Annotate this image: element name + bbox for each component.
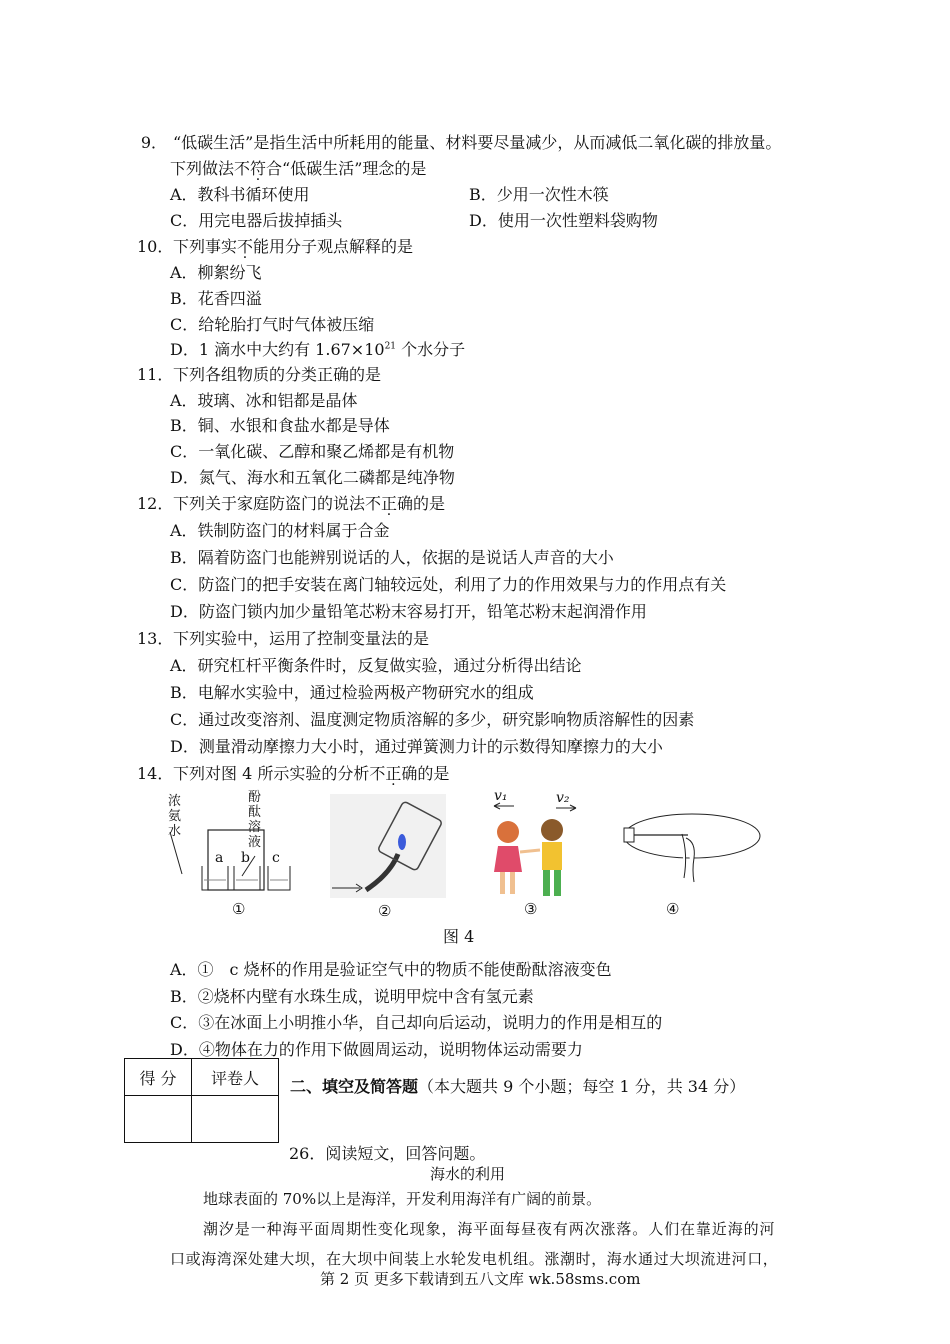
boy-body xyxy=(542,842,562,870)
v1-label: v₁ xyxy=(494,788,508,804)
beaker-b xyxy=(234,866,260,890)
grader-cell[interactable] xyxy=(192,1096,279,1143)
q13-option-a: A．研究杠杆平衡条件时，反复做实验，通过分析得出结论 xyxy=(170,656,582,675)
q26-stem: 26．阅读短文，回答问题。 xyxy=(289,1144,486,1163)
q12-option-b: B．隔着防盗门也能辨别说话的人，依据的是说话人声音的大小 xyxy=(170,548,614,567)
page-footer: 第 2 页 更多下载请到五八文库 wk.58sms.com xyxy=(320,1270,641,1288)
q12-text-post: 的是 xyxy=(413,494,446,513)
q9-text-post: “低碳生活”理念的是 xyxy=(282,159,427,178)
section-2-note: （本大题共 9 个小题；每空 1 分，共 34 分） xyxy=(418,1077,746,1096)
label-phenol-char: 酞 xyxy=(248,805,262,820)
label-phenol-char: 溶 xyxy=(248,820,262,835)
v2-arrow xyxy=(556,805,576,811)
v1-arrow xyxy=(494,803,514,809)
figure-caption: 图 4 xyxy=(443,927,475,946)
q10-emphasis: 不 xyxy=(237,237,254,256)
section-2-heading xyxy=(290,1074,745,1097)
q9-option-b: B．少用一次性木筷 xyxy=(469,185,609,204)
q11-option-d: D．氮气、海水和五氧化二磷都是纯净物 xyxy=(170,468,455,487)
q10-option-b: B．花香四溢 xyxy=(170,289,262,308)
skaters-drawing xyxy=(480,802,590,902)
article-paragraph-2-line1: 潮汐是一种海平面周期性变化现象，海平面每昼夜有两次涨落。人们在靠近海的河 xyxy=(203,1220,776,1238)
circular-motion-drawing xyxy=(622,808,762,888)
q14-emphasis: 不正确 xyxy=(369,764,418,783)
v2-label: v₂ xyxy=(556,790,570,806)
q10-option-d-exponent: 21 xyxy=(384,341,397,352)
pointer-line-ammonia xyxy=(170,832,182,874)
q10-stem xyxy=(137,234,413,257)
grader-header: 评卷人 xyxy=(192,1059,279,1096)
q10-option-d-pre: D．1 滴水中大约有 1.67×10 xyxy=(170,340,385,359)
q10-option-d-post: 个水分子 xyxy=(396,340,466,359)
q9-option-c: C．用完电器后拔掉插头 xyxy=(170,211,343,230)
q10-number: 10． xyxy=(137,237,174,256)
girl-body xyxy=(494,846,522,872)
q12-option-d: D．防盗门锁内加少量铅笔芯粉末容易打开，铅笔芯粉末起润滑作用 xyxy=(170,602,647,621)
girl-leg xyxy=(500,872,505,894)
q12-number: 12． xyxy=(137,494,174,513)
q14-option-b: B．②烧杯内壁有水珠生成，说明甲烷中含有氢元素 xyxy=(170,987,534,1006)
q11-option-c: C．一氧化碳、乙醇和聚乙烯都是有机物 xyxy=(170,442,455,461)
q14-option-d: D．④物体在力的作用下做圆周运动，说明物体运动需要力 xyxy=(170,1040,583,1059)
q14-text-post: 的是 xyxy=(417,764,450,783)
beaker-b-label: b xyxy=(241,850,250,866)
q11-option-b: B．铜、水银和食盐水都是导体 xyxy=(170,416,390,435)
q9-stem xyxy=(137,130,781,153)
label-ammonia-char: 浓 xyxy=(168,794,182,809)
label-ammonia-char: 水 xyxy=(168,824,182,839)
q9-text-line1: “低碳生活”是指生活中所耗用的能量、材料要尽量减少，从而减低二氧化碳的排放量。 xyxy=(173,133,782,152)
q9-number: 9． xyxy=(140,133,167,152)
beaker-c xyxy=(268,866,290,890)
figure-part-3-number: ③ xyxy=(524,900,538,918)
q9-option-d: D．使用一次性塑料袋购物 xyxy=(469,211,658,230)
q12-stem xyxy=(137,491,445,514)
girl-head xyxy=(497,821,519,843)
q14-stem xyxy=(137,761,449,784)
beaker-setup-drawing xyxy=(160,788,300,898)
q10-text-pre: 下列事实 xyxy=(173,237,238,256)
girl-leg xyxy=(510,872,515,894)
q10-option-a: A．柳絮纷飞 xyxy=(170,263,262,282)
q14-text-pre: 下列对图 4 所示实验的分析 xyxy=(173,764,370,783)
boy-leg xyxy=(554,870,561,896)
article-paragraph-1: 地球表面的 70%以上是海洋，开发利用海洋有广阔的前景。 xyxy=(203,1190,602,1208)
boy-head xyxy=(541,819,563,841)
flame xyxy=(398,834,406,850)
q9-text-pre: 下列做法 xyxy=(170,159,235,178)
beaker-c-label: c xyxy=(272,850,280,866)
article-paragraph-2-line2: 口或海湾深处建大坝，在大坝中间装上水轮发电机组。涨潮时，海水通过大坝流进河口， xyxy=(170,1250,779,1268)
figure-part-2-number: ② xyxy=(378,902,392,920)
score-table xyxy=(124,1058,279,1143)
figure-4 xyxy=(160,788,720,918)
q13-text: 下列实验中，运用了控制变量法的是 xyxy=(173,629,430,648)
label-phenol-char: 液 xyxy=(248,835,262,850)
rotating-object xyxy=(624,828,634,842)
q10-option-c: C．给轮胎打气时气体被压缩 xyxy=(170,315,375,334)
q13-option-b: B．电解水实验中，通过检验两极产物研究水的组成 xyxy=(170,683,534,702)
q12-option-a: A．铁制防盗门的材料属于合金 xyxy=(170,521,390,540)
q9-emphasis: 不符合 xyxy=(234,159,283,178)
article-title: 海水的利用 xyxy=(430,1165,506,1183)
q9-stem-line2 xyxy=(170,156,426,179)
methane-burning-drawing xyxy=(330,794,450,899)
q10-option-d xyxy=(170,337,465,360)
q13-option-d: D．测量滑动摩擦力大小时，通过弹簧测力计的示数得知摩擦力的大小 xyxy=(170,737,663,756)
section-2-title: 二、填空及简答题 xyxy=(290,1077,419,1096)
q11-stem xyxy=(137,362,381,385)
q12-emphasis: 不正确 xyxy=(365,494,414,513)
label-phenol-char: 酚 xyxy=(248,790,262,805)
q11-number: 11． xyxy=(137,365,174,384)
q12-option-c: C．防盗门的把手安装在离门轴较远处，利用了力的作用效果与力的作用点有关 xyxy=(170,575,727,594)
q11-text: 下列各组物质的分类正确的是 xyxy=(173,365,382,384)
boy-leg xyxy=(543,870,550,896)
score-cell[interactable] xyxy=(125,1096,192,1143)
label-ammonia-char: 氨 xyxy=(168,809,182,824)
q11-option-a: A．玻璃、冰和铝都是晶体 xyxy=(170,391,358,410)
figure-part-1-number: ① xyxy=(232,900,246,918)
q14-option-a: A．① c 烧杯的作用是验证空气中的物质不能使酚酞溶液变色 xyxy=(170,960,612,979)
photo-background xyxy=(330,794,446,898)
score-header: 得 分 xyxy=(125,1059,192,1096)
q14-number: 14． xyxy=(137,764,174,783)
q14-option-c: C．③在冰面上小明推小华，自己却向后运动，说明力的作用是相互的 xyxy=(170,1013,663,1032)
figure-part-4-number: ④ xyxy=(666,900,680,918)
beaker-a-label: a xyxy=(215,850,224,866)
q13-number: 13． xyxy=(137,629,174,648)
q9-option-a: A．教科书循环使用 xyxy=(170,185,310,204)
q12-text-pre: 下列关于家庭防盗门的说法 xyxy=(173,494,366,513)
beaker-a xyxy=(202,866,228,890)
pushing-arms xyxy=(520,850,540,852)
q13-stem xyxy=(137,626,429,649)
q10-text-post: 能用分子观点解释的是 xyxy=(253,237,414,256)
q13-option-c: C．通过改变溶剂、温度测定物质溶解的多少，研究影响物质溶解性的因素 xyxy=(170,710,695,729)
